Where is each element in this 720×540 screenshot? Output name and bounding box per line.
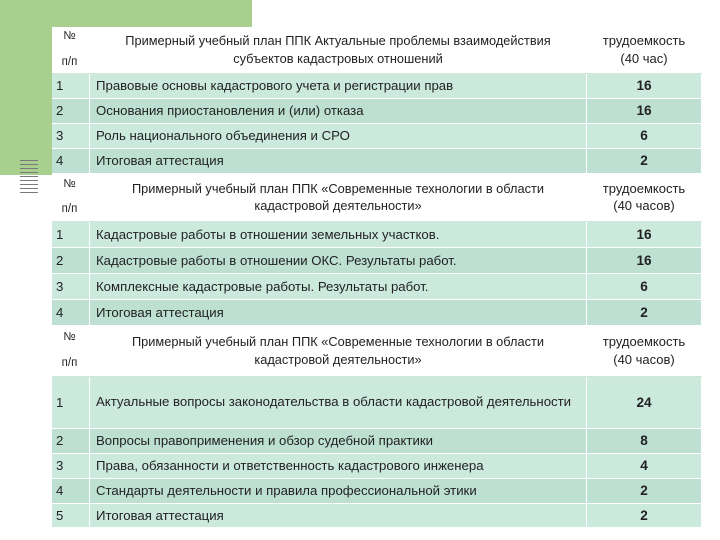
row-hours: 16 xyxy=(587,222,702,248)
table-row xyxy=(52,148,702,173)
number-sign: № xyxy=(63,331,76,344)
row-hours: 2 xyxy=(587,478,702,503)
row-number: 3 xyxy=(52,274,90,300)
row-number: 2 xyxy=(52,248,90,274)
table-row xyxy=(52,376,702,428)
row-hours: 6 xyxy=(587,274,702,300)
row-hours: 2 xyxy=(587,148,702,173)
table-row xyxy=(52,274,702,300)
row-hours: 2 xyxy=(587,300,702,326)
number-sign: № xyxy=(63,30,76,43)
row-hours: 8 xyxy=(587,428,702,453)
curriculum-table-2 xyxy=(52,174,702,327)
row-number: 1 xyxy=(52,376,90,428)
row-hours: 6 xyxy=(587,123,702,148)
row-number: 1 xyxy=(52,73,90,98)
decorative-dotted-lines xyxy=(20,158,38,194)
row-number: 2 xyxy=(52,98,90,123)
plan-title: Примерный учебный план ППК Актуальные проблемы взаимодействия субъектов кадастровых отношений xyxy=(90,27,587,73)
number-sign: № xyxy=(63,177,76,190)
row-topic: Стандарты деятельности и правила профессиональной этики xyxy=(90,478,587,503)
row-hours: 16 xyxy=(587,248,702,274)
number-abbrev: п/п xyxy=(61,55,78,68)
row-topic: Права, обязанности и ответственность кадастрового инженера xyxy=(90,453,587,478)
number-abbrev: п/п xyxy=(61,203,78,216)
row-hours: 4 xyxy=(587,453,702,478)
number-column-header xyxy=(52,326,90,376)
table-header xyxy=(52,27,702,73)
row-topic: Актуальные вопросы законодательства в области кадастровой деятельности xyxy=(90,376,587,428)
row-topic: Итоговая аттестация xyxy=(90,503,587,527)
number-abbrev: п/п xyxy=(61,356,78,369)
table-row xyxy=(52,73,702,98)
row-hours: 16 xyxy=(587,98,702,123)
row-number: 1 xyxy=(52,222,90,248)
row-topic: Правовые основы кадастрового учета и регистрации прав xyxy=(90,73,587,98)
hours-column-header: трудоемкость (40 часов) xyxy=(587,174,702,222)
row-topic: Итоговая аттестация xyxy=(90,300,587,326)
row-hours: 2 xyxy=(587,503,702,527)
curriculum-tables xyxy=(52,27,702,528)
row-number: 4 xyxy=(52,478,90,503)
row-number: 5 xyxy=(52,503,90,527)
row-topic: Вопросы правоприменения и обзор судебной практики xyxy=(90,428,587,453)
row-topic: Роль национального объединения и СРО xyxy=(90,123,587,148)
plan-title: Примерный учебный план ППК «Современные технологии в области кадастровой деятельности» xyxy=(90,174,587,222)
plan-title: Примерный учебный план ППК «Современные технологии в области кадастровой деятельности» xyxy=(90,326,587,376)
number-column-header xyxy=(52,27,90,73)
table-header xyxy=(52,174,702,222)
row-hours: 24 xyxy=(587,376,702,428)
row-topic: Итоговая аттестация xyxy=(90,148,587,173)
hours-column-header: трудоемкость (40 часов) xyxy=(587,326,702,376)
row-topic: Основания приостановления и (или) отказа xyxy=(90,98,587,123)
row-number: 3 xyxy=(52,453,90,478)
row-number: 4 xyxy=(52,300,90,326)
table-row xyxy=(52,503,702,527)
row-topic: Кадастровые работы в отношении земельных участков. xyxy=(90,222,587,248)
table-row xyxy=(52,98,702,123)
row-number: 2 xyxy=(52,428,90,453)
row-topic: Комплексные кадастровые работы. Результаты работ. xyxy=(90,274,587,300)
row-hours: 16 xyxy=(587,73,702,98)
row-topic: Кадастровые работы в отношении ОКС. Результаты работ. xyxy=(90,248,587,274)
table-row xyxy=(52,453,702,478)
number-column-header xyxy=(52,174,90,222)
table-row xyxy=(52,478,702,503)
curriculum-table-3 xyxy=(52,326,702,528)
table-row xyxy=(52,428,702,453)
table-row xyxy=(52,123,702,148)
table-row xyxy=(52,300,702,326)
row-number: 3 xyxy=(52,123,90,148)
table-header xyxy=(52,326,702,376)
curriculum-table-1 xyxy=(52,27,702,174)
table-row xyxy=(52,222,702,248)
hours-column-header: трудоемкость (40 час) xyxy=(587,27,702,73)
table-row xyxy=(52,248,702,274)
row-number: 4 xyxy=(52,148,90,173)
